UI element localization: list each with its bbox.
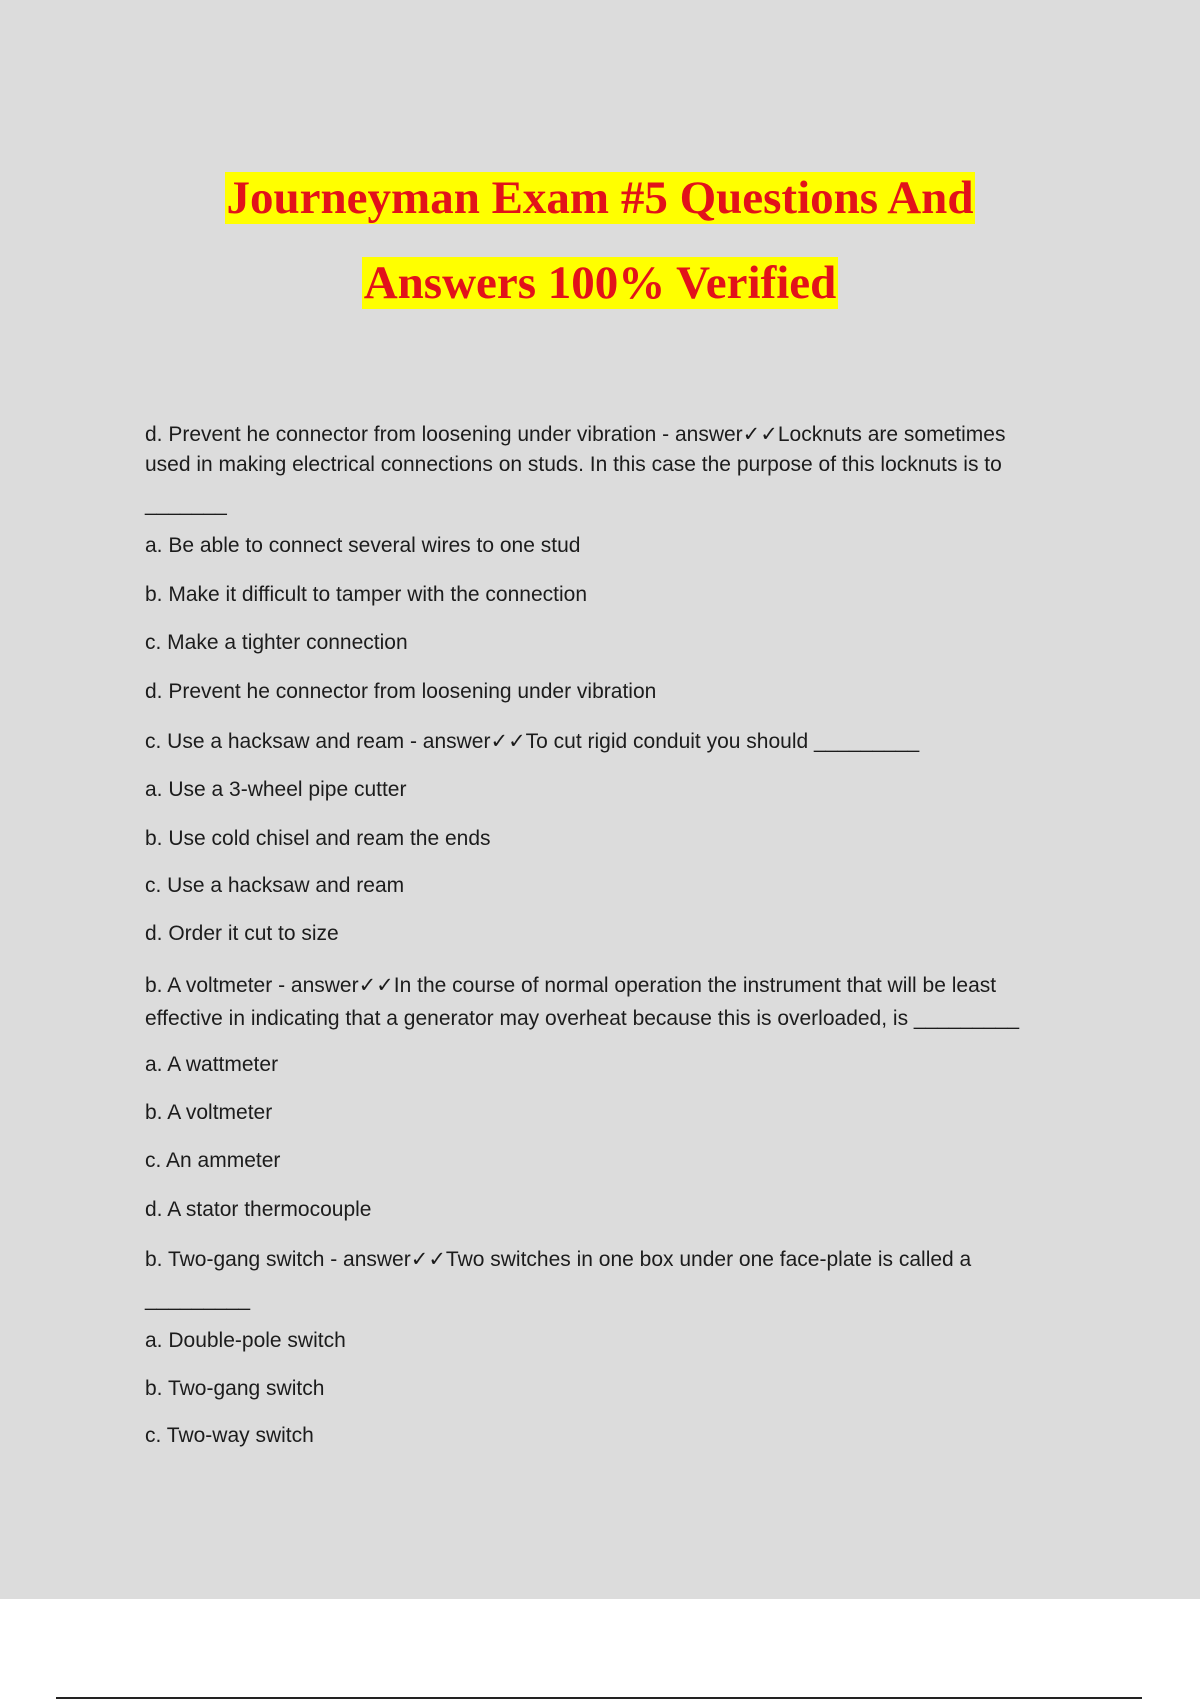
option-line: b. Make it difficult to tamper with the connection bbox=[145, 583, 588, 606]
option-line: c. An ammeter bbox=[145, 1149, 281, 1172]
option-line: a. Double-pole switch bbox=[145, 1329, 346, 1352]
option-line: a. A wattmeter bbox=[145, 1053, 279, 1076]
question-line-1: used in making electrical connections on studs. In this case the purpose of this locknuts is to bbox=[145, 453, 1002, 476]
option-line: b. Two-gang switch bbox=[145, 1377, 325, 1400]
question-line-3: effective in indicating that a generator may overheat because this is overloaded, is _________ bbox=[145, 1007, 1020, 1030]
answer-line-2: c. Use a hacksaw and ream - answer✓✓To cut rigid conduit you should _________ bbox=[145, 730, 920, 753]
document-title-line-2: Answers 100% Verified bbox=[363, 257, 837, 309]
answer-line-4: b. Two-gang switch - answer✓✓Two switches in one box under one face-plate is called a bbox=[145, 1248, 972, 1271]
option-line: d. Prevent he connector from loosening under vibration bbox=[145, 680, 657, 703]
option-line: b. Use cold chisel and ream the ends bbox=[145, 827, 491, 850]
option-line: c. Make a tighter connection bbox=[145, 631, 408, 654]
blank-line-4: _________ bbox=[145, 1288, 251, 1311]
answer-line-1: d. Prevent he connector from loosening under vibration - answer✓✓Locknuts are sometimes bbox=[145, 423, 1006, 446]
blank-line-1: _______ bbox=[145, 493, 227, 516]
option-line: a. Be able to connect several wires to one stud bbox=[145, 534, 581, 557]
option-line: a. Use a 3-wheel pipe cutter bbox=[145, 778, 407, 801]
option-line: b. A voltmeter bbox=[145, 1101, 273, 1124]
answer-line-3: b. A voltmeter - answer✓✓In the course of normal operation the instrument that will be least bbox=[145, 974, 997, 997]
document-title-line-1: Journeyman Exam #5 Questions And bbox=[226, 172, 974, 224]
footer-rule bbox=[56, 1697, 1142, 1699]
option-line: c. Two-way switch bbox=[145, 1424, 314, 1447]
option-line: d. A stator thermocouple bbox=[145, 1198, 372, 1221]
option-line: d. Order it cut to size bbox=[145, 922, 339, 945]
option-line: c. Use a hacksaw and ream bbox=[145, 874, 405, 897]
